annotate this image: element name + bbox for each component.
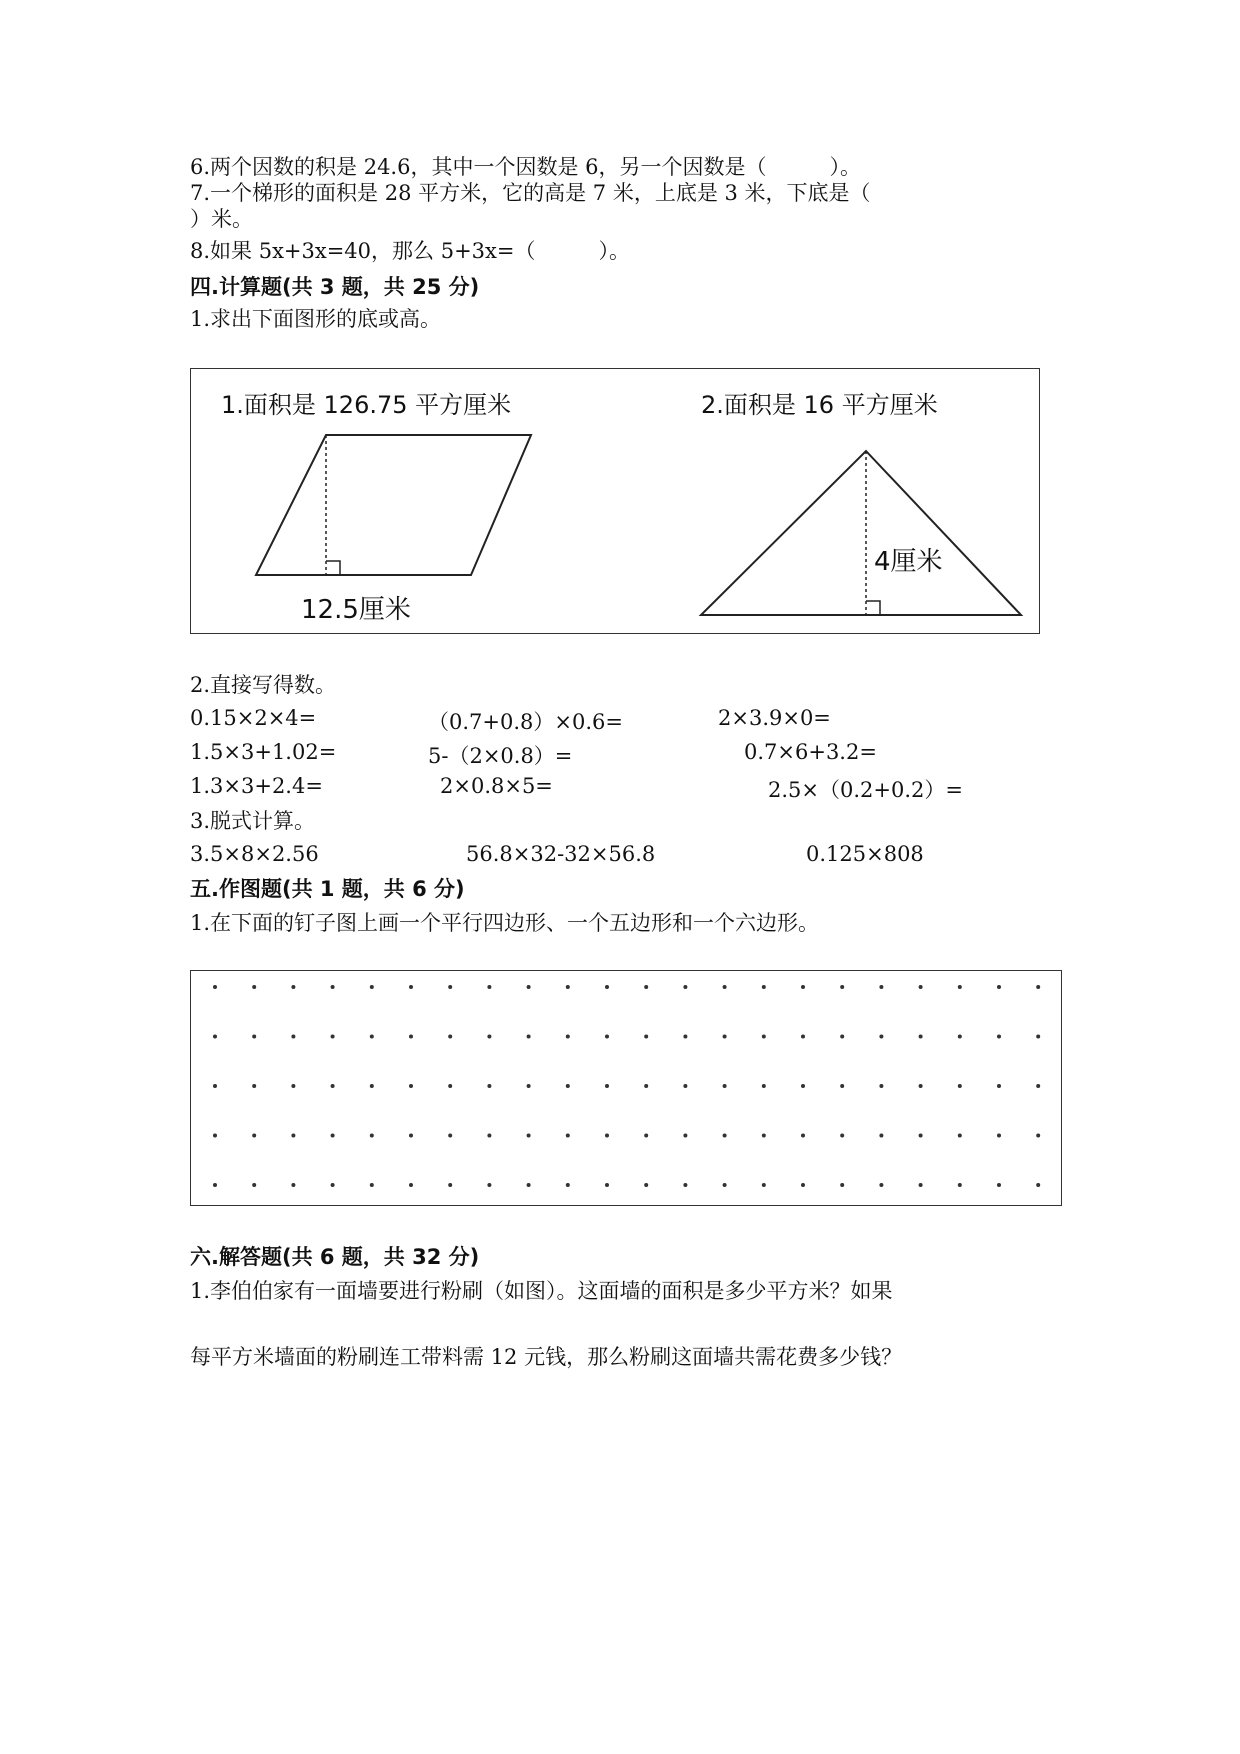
grid-dot[interactable] [683,1183,687,1187]
question-7-line1: 7.一个梯形的面积是 28 平方米，它的高是 7 米，上底是 3 米，下底是（ [190,181,871,205]
grid-dot[interactable] [644,985,648,989]
mental-calc: 2×0.8×5= [440,774,553,798]
grid-dot[interactable] [801,985,805,989]
grid-dot[interactable] [762,985,766,989]
grid-dot[interactable] [527,1084,531,1088]
step-calc: 0.125×808 [806,842,924,866]
grid-dot[interactable] [252,1183,256,1187]
grid-dot[interactable] [605,1134,609,1138]
grid-dot[interactable] [605,1035,609,1039]
section-6-heading: 六.解答题(共 6 题，共 32 分) [190,1245,480,1269]
grid-dot[interactable] [1036,1035,1040,1039]
grid-dot[interactable] [409,1084,413,1088]
grid-dot[interactable] [879,1035,883,1039]
step-calc: 56.8×32-32×56.8 [466,842,656,866]
question-6: 6.两个因数的积是 24.6，其中一个因数是 6，另一个因数是（ ）。 [190,155,862,179]
grid-dot[interactable] [252,1084,256,1088]
grid-dot[interactable] [840,985,844,989]
grid-dot[interactable] [958,1183,962,1187]
grid-dot[interactable] [644,1035,648,1039]
mental-calc: （0.7+0.8）×0.6= [428,710,623,734]
grid-dot[interactable] [291,1035,295,1039]
grid-dot[interactable] [644,1183,648,1187]
grid-dot[interactable] [1036,985,1040,989]
grid-dot[interactable] [448,1134,452,1138]
grid-dot[interactable] [448,1183,452,1187]
right-angle-mark [326,561,340,575]
grid-dot[interactable] [213,985,217,989]
grid-dot[interactable] [879,1134,883,1138]
grid-dot[interactable] [566,1183,570,1187]
grid-dot[interactable] [370,985,374,989]
dot-grid[interactable] [191,971,1060,1204]
grid-dot[interactable] [919,1035,923,1039]
grid-dot[interactable] [997,1084,1001,1088]
section-4-question-2: 2.直接写得数。 [190,673,337,697]
grid-dot[interactable] [252,1134,256,1138]
grid-dot[interactable] [840,1134,844,1138]
grid-dot[interactable] [213,1134,217,1138]
grid-dot[interactable] [291,1183,295,1187]
grid-dot[interactable] [409,1183,413,1187]
figure-1-base-label: 12.5厘米 [301,595,411,625]
question-8: 8.如果 5x+3x=40，那么 5+3x=（ ）。 [190,239,630,263]
grid-dot[interactable] [291,1134,295,1138]
grid-dot[interactable] [840,1035,844,1039]
grid-dot[interactable] [487,1134,491,1138]
grid-dot[interactable] [762,1035,766,1039]
grid-dot[interactable] [448,1084,452,1088]
parallelogram-shape [256,435,531,575]
grid-dot[interactable] [370,1084,374,1088]
grid-dot[interactable] [331,1183,335,1187]
section-5-heading: 五.作图题(共 1 题，共 6 分) [190,877,465,901]
section-4-heading: 四.计算题(共 3 题，共 25 分) [190,275,480,299]
grid-dot[interactable] [213,1183,217,1187]
mental-calc: 5-（2×0.8）= [428,744,573,768]
section-4-question-3: 3.脱式计算。 [190,809,316,833]
step-calc: 3.5×8×2.56 [190,842,319,866]
section-4-question-1: 1.求出下面图形的底或高。 [190,307,442,331]
right-angle-mark [866,601,880,615]
grid-dot[interactable] [683,1035,687,1039]
grid-dot[interactable] [840,1183,844,1187]
grid-dot[interactable] [448,985,452,989]
grid-dot[interactable] [958,1084,962,1088]
grid-dot[interactable] [997,1035,1001,1039]
grid-dot[interactable] [527,1183,531,1187]
mental-calc: 0.7×6+3.2= [744,740,877,764]
grid-dot[interactable] [644,1134,648,1138]
grid-dot[interactable] [370,1035,374,1039]
section-6-question-1-line2: 每平方米墙面的粉刷连工带料需 12 元钱，那么粉刷这面墙共需花费多少钱？ [190,1345,903,1369]
mental-calc: 2.5×（0.2+0.2）= [768,778,963,802]
grid-dot[interactable] [331,985,335,989]
grid-dot[interactable] [801,1183,805,1187]
grid-dot[interactable] [252,985,256,989]
grid-dot[interactable] [1036,1183,1040,1187]
grid-dot[interactable] [487,1084,491,1088]
grid-dot[interactable] [527,985,531,989]
grid-dot[interactable] [566,1084,570,1088]
grid-dot[interactable] [487,1035,491,1039]
grid-dot[interactable] [723,1084,727,1088]
grid-dot[interactable] [997,1183,1001,1187]
grid-dot[interactable] [370,1183,374,1187]
grid-dot[interactable] [879,1183,883,1187]
figure-box [190,368,1040,634]
grid-dot[interactable] [1036,1134,1040,1138]
grid-dot[interactable] [958,1134,962,1138]
section-6-question-1-line1: 1.李伯伯家有一面墙要进行粉刷（如图）。这面墙的面积是多少平方米？如果 [190,1279,893,1303]
grid-dot[interactable] [566,1035,570,1039]
grid-dot[interactable] [644,1084,648,1088]
grid-dot[interactable] [723,1183,727,1187]
grid-dot[interactable] [919,985,923,989]
figure-2-label: 2.面积是 16 平方厘米 [701,391,938,419]
grid-dot[interactable] [331,1084,335,1088]
grid-dot[interactable] [997,985,1001,989]
triangle-shape [701,451,1021,615]
grid-dot[interactable] [1036,1084,1040,1088]
grid-dot[interactable] [879,985,883,989]
figure-1-label: 1.面积是 126.75 平方厘米 [221,391,512,419]
grid-dot[interactable] [958,1035,962,1039]
grid-dot[interactable] [605,985,609,989]
question-7-line2: ）米。 [190,207,253,231]
grid-dot[interactable] [723,1134,727,1138]
grid-dot[interactable] [331,1035,335,1039]
grid-dot[interactable] [723,1035,727,1039]
grid-dot[interactable] [605,1183,609,1187]
grid-dot[interactable] [919,1134,923,1138]
grid-dot[interactable] [487,985,491,989]
grid-dot[interactable] [683,1134,687,1138]
grid-dot[interactable] [723,985,727,989]
grid-dot[interactable] [566,1134,570,1138]
grid-dot[interactable] [801,1084,805,1088]
mental-calc: 0.15×2×4= [190,706,317,730]
grid-dot[interactable] [527,1134,531,1138]
dot-grid-box[interactable] [190,970,1062,1206]
grid-dot[interactable] [879,1084,883,1088]
grid-dot[interactable] [840,1084,844,1088]
grid-dot[interactable] [370,1134,374,1138]
grid-dot[interactable] [291,1084,295,1088]
grid-dot[interactable] [762,1183,766,1187]
grid-dot[interactable] [409,985,413,989]
grid-dot[interactable] [997,1134,1001,1138]
grid-dot[interactable] [762,1084,766,1088]
grid-dot[interactable] [919,1084,923,1088]
figure-2-height-label: 4厘米 [874,547,943,577]
mental-calc: 1.3×3+2.4= [190,774,323,798]
grid-dot[interactable] [291,985,295,989]
mental-calc: 2×3.9×0= [718,706,831,730]
grid-dot[interactable] [958,985,962,989]
grid-dot[interactable] [566,985,570,989]
section-5-question-1: 1.在下面的钉子图上画一个平行四边形、一个五边形和一个六边形。 [190,911,820,935]
grid-dot[interactable] [527,1035,531,1039]
grid-dot[interactable] [448,1035,452,1039]
grid-dot[interactable] [409,1134,413,1138]
grid-dot[interactable] [919,1183,923,1187]
grid-dot[interactable] [252,1035,256,1039]
grid-dot[interactable] [331,1134,335,1138]
mental-calc: 1.5×3+1.02= [190,740,337,764]
grid-dot[interactable] [801,1035,805,1039]
grid-dot[interactable] [213,1084,217,1088]
grid-dot[interactable] [683,985,687,989]
grid-dot[interactable] [487,1183,491,1187]
grid-dot[interactable] [213,1035,217,1039]
grid-dot[interactable] [801,1134,805,1138]
grid-dot[interactable] [683,1084,687,1088]
grid-dot[interactable] [762,1134,766,1138]
grid-dot[interactable] [605,1084,609,1088]
grid-dot[interactable] [409,1035,413,1039]
